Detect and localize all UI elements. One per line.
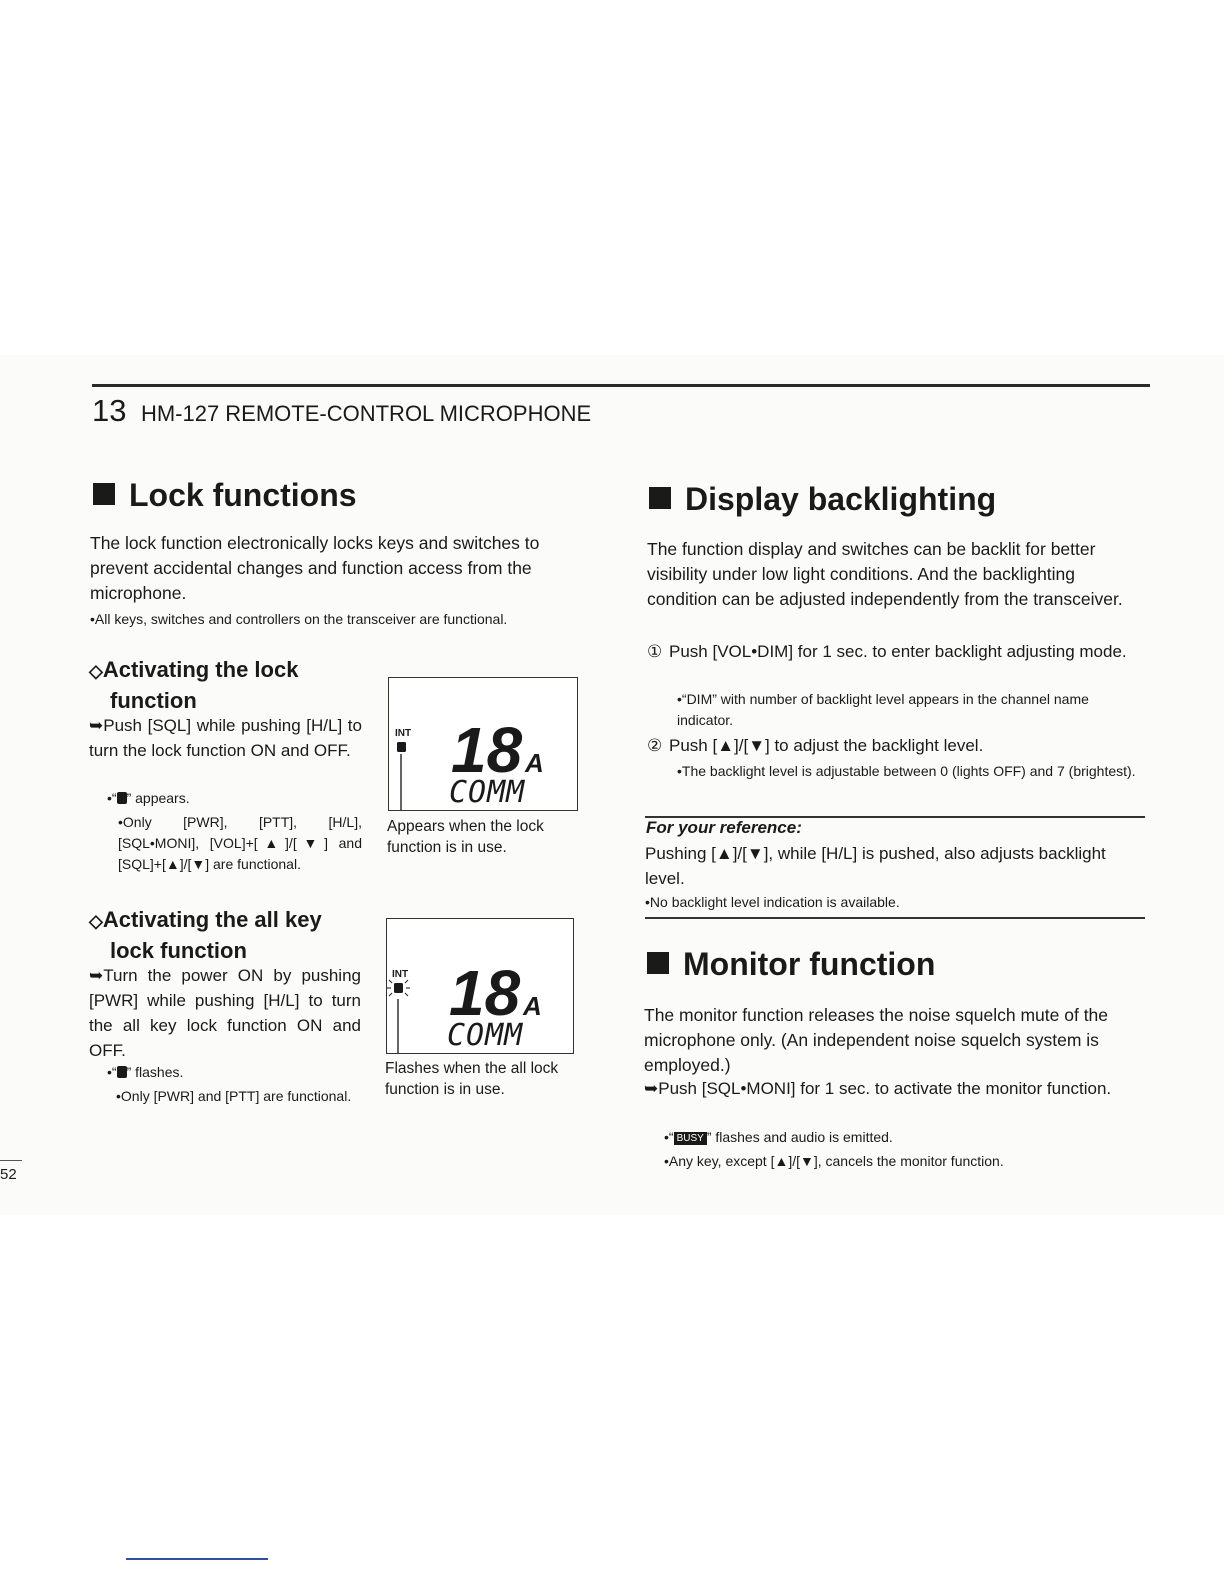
section-bullet-icon [647,952,669,974]
all-key-note-flashes: •“ ” flashes. [107,1064,184,1080]
reference-bottom-rule [645,917,1145,919]
subheading-activate-lock: ◇Activating the lock function [89,657,299,713]
reference-title: For your reference: [646,818,802,837]
lcd-caption-all-key-lock: Flashes when the all lock function is in use. [385,1060,559,1098]
lcd-lock-icon [397,742,406,752]
header-rule [92,384,1150,387]
reference-text: Pushing [▲]/[▼], while [H/L] is pushed, also adjusts backlight level. [645,844,1106,888]
all-key-note-functional: •Only [PWR] and [PTT] are functional. [116,1088,352,1104]
section-bullet-icon [649,487,671,509]
lock-icon [117,792,127,804]
lcd-channel-number: 18 [449,957,521,1029]
section-title-monitor: Monitor function [647,946,935,983]
chapter-title: HM-127 REMOTE-CONTROL MICROPHONE [140,401,592,426]
lcd-channel-number: 18 [451,714,523,786]
lcd-graphic [389,678,577,810]
monitor-note-cancel: •Any key, except [▲]/[▼], cancels the monitor function. [664,1153,1004,1169]
page-number-rule [0,1160,22,1161]
monitor-intro: The monitor function releases the noise squelch mute of the microphone only. (An independent noise squelch system is employed.) [644,1005,1109,1075]
all-key-step: ➥Turn the power ON by pushing [PWR] while pushing [H/L] to turn the all key lock function ON and OFF. [89,966,361,1060]
section-bullet-icon [93,483,115,505]
lcd-channel-suffix: A [523,991,542,1021]
lock-note-functional: •Only [PWR], [PTT], [H/L], [SQL•MONI], [VOL]+[▲]/[▼] and [SQL]+[▲]/[▼] are functional. [118,814,362,872]
lcd-display-lock [388,677,578,811]
backlight-intro: The function display and switches can be backlit for better visibility under low light conditions. And the backlighting condition can be adjusted independently from the transceiver. [647,539,1123,609]
backlight-step-2-note: •The backlight level is adjustable between 0 (lights OFF) and 7 (brightest). [677,763,1136,779]
lock-note-appears: •“ ” appears. [107,790,190,806]
lock-step: ➥Push [SQL] while pushing [H/L] to turn the lock function ON and OFF. [89,716,362,760]
chapter-number: 13 [92,393,127,428]
page-number: 52 [0,1166,17,1183]
subheading-activate-all-key-lock: ◇Activating the all key lock function [89,907,322,963]
footer-line [126,1558,268,1560]
lcd-channel-suffix: A [525,748,544,778]
diamond-icon: ◇ [89,911,103,931]
monitor-step: ➥Push [SQL•MONI] for 1 sec. to activate the monitor function. [644,1079,1112,1098]
backlight-step-1-note: •“DIM” with number of backlight level appears in the channel name indicator. [677,691,1089,728]
busy-indicator-icon: BUSY [674,1132,707,1145]
lock-icon [117,1066,127,1078]
chapter-header [92,393,591,429]
monitor-note-busy: •“ BUSY ” flashes and audio is emitted. [664,1129,893,1145]
lcd-channel-name: COMM [449,775,526,810]
lock-intro: The lock function electronically locks keys and switches to prevent accidental changes and function access from the microphone. [90,533,540,603]
backlight-step-2: ② Push [▲]/[▼] to adjust the backlight level. [647,736,984,755]
reference-note: •No backlight level indication is available. [645,894,900,910]
lcd-lock-icon [394,983,403,993]
backlight-step-1: ① Push [VOL•DIM] for 1 sec. to enter backlight adjusting mode. [647,642,1127,661]
section-title-backlighting: Display backlighting [649,481,996,518]
lcd-graphic [387,919,573,1053]
lcd-int-label: INT [395,728,412,739]
lcd-display-all-key-lock [386,918,574,1054]
lcd-int-label: INT [392,969,409,980]
diamond-icon: ◇ [89,661,103,681]
lock-intro-note: •All keys, switches and controllers on the transceiver are functional. [90,611,508,627]
section-title-lock: Lock functions [93,477,357,514]
lcd-channel-name: COMM [447,1018,524,1053]
lcd-caption-lock: Appears when the lock function is in use. [387,818,544,856]
